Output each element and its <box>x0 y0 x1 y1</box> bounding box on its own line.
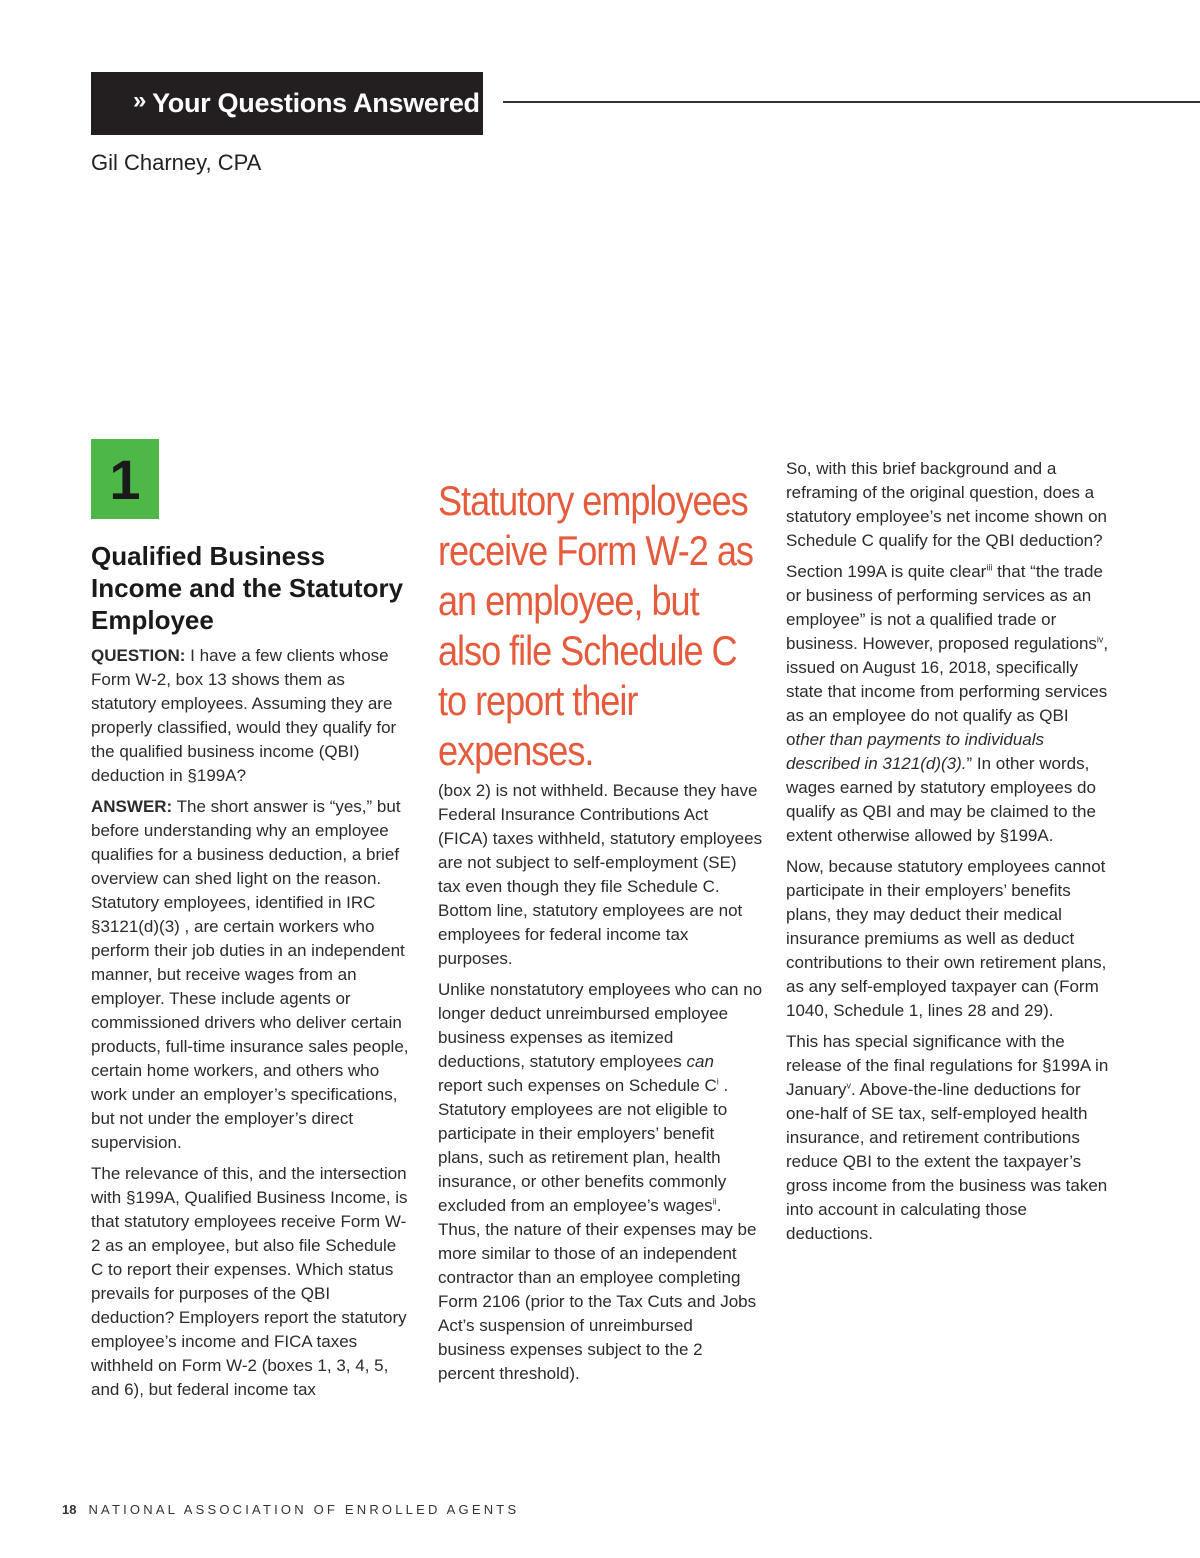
footnote-ref: v <box>846 1080 851 1091</box>
header-divider <box>503 101 1200 103</box>
article-title: Qualified Business Income and the Statutory Employee <box>91 541 404 635</box>
footnote-ref: iii <box>986 562 993 573</box>
answer-label: ANSWER: <box>91 797 173 816</box>
answer-text: The short answer is “yes,” but before understanding why an employee qualifies for a business deduction, a brief overview can shed light on the reason. Statutory employees, identified in IRC §3121(d)(3) , are certain workers who perform their job duties in an independent manner, but receive wages from an employer. These include agents or commissioned drivers who deliver certain products, full-time insurance sales people, certain home workers, and others who work under an employer’s specifications, but not under the employer’s direct supervision. <box>91 797 409 1152</box>
page-footer <box>62 1502 519 1517</box>
footnote-ref: iv <box>1096 634 1104 645</box>
question-paragraph <box>91 644 413 788</box>
chevron-icon: » <box>133 86 147 114</box>
column-3 <box>786 457 1112 1253</box>
body-paragraph: Section 199A is quite clear$^{iii}$ that “the trade or business of performing services as an employee” is not a qualified trade or business. However, proposed regulations$^{iv}$, issued on August 16, 2018, specifically state that income from performing services as an employee do not qualify as QBI other than payments to individuals described in 3121(d)(3).” In other words, wages earned by statutory employees do qualify as QBI and may be claimed to the extent otherwise allowed by §199A. <box>786 562 1109 845</box>
body-paragraph: Unlike nonstatutory employees who can no longer deduct unreimbursed employee business expenses as itemized deductions, statutory employees can report such expenses on Schedule $C^i$ . Statutory employees are not eligible to participate in their employers’ benefit plans, such as retirement plan, health insurance, or other benefits commonly excluded from an employee’s wages$^{ii}$. Thus, the nature of their expenses may be more similar to those of an independent contractor than an employee completing Form 2106 (prior to the Tax Cuts and Jobs Act’s suspension of unreimbursed business expenses subject to the 2 percent threshold). <box>438 980 763 1383</box>
page-number: 18 <box>62 1502 77 1517</box>
body-paragraph: Now, because statutory employees cannot participate in their employers’ benefits plans, they may deduct their medical insurance premiums as well as deduct contributions to their own retirement plans, as any self-employed taxpayer can (Form 1040, Schedule 1, lines 28 and 29). <box>786 857 1107 1020</box>
publication-name: NATIONAL ASSOCIATION OF ENROLLED AGENTS <box>88 1502 520 1517</box>
question-text: I have a few clients whose Form W-2, box 13 shows them as statutory employees. Assuming they are properly classified, would they qualify for the qualified business income (QBI) deduction in §199A? <box>91 646 397 785</box>
body-paragraph: So, with this brief background and a reframing of the original question, does a statutory employee’s net income shown on Schedule C qualify for the QBI deduction? <box>786 459 1107 550</box>
column-1 <box>91 540 413 1409</box>
answer-paragraph <box>91 795 413 1155</box>
body-paragraph: The relevance of this, and the intersection with §199A, Qualified Business Income, is that statutory employees receive Form W-2 as an employee, but also file Schedule C to report their expenses. Which status prevails for purposes of the QBI deduction? Employers report the statutory employee’s income and FICA taxes withheld on Form W-2 (boxes 1, 3, 4, 5, and 6), but federal income tax <box>91 1164 408 1399</box>
section-title: Your Questions Answered <box>152 88 480 118</box>
author-byline: Gil Charney, CPA <box>91 150 262 175</box>
pull-quote: Statutory employees receive Form W-2 as an employee, but also file Schedule C to report their expenses. <box>438 477 753 774</box>
question-label: QUESTION: <box>91 646 186 665</box>
column-2 <box>438 779 763 1393</box>
footnote-ref: i <box>716 1076 719 1087</box>
section-header <box>91 72 483 135</box>
article-number-badge: 1 <box>91 439 159 519</box>
body-paragraph: This has special significance with the release of the final regulations for §199A in January$^v$. Above-the-line deductions for one-half of SE tax, self-employed health insurance, and retirement contributions reduce QBI to the extent the taxpayer’s gross income from the business was taken into account in calculating those deductions. <box>786 1032 1109 1243</box>
footnote-ref: ii <box>712 1196 717 1207</box>
body-paragraph: (box 2) is not withheld. Because they have Federal Insurance Contributions Act (FICA) taxes withheld, statutory employees are not subject to self-employment (SE) tax even though they file Schedule C. Bottom line, statutory employees are not employees for federal income tax purposes. <box>438 781 763 968</box>
